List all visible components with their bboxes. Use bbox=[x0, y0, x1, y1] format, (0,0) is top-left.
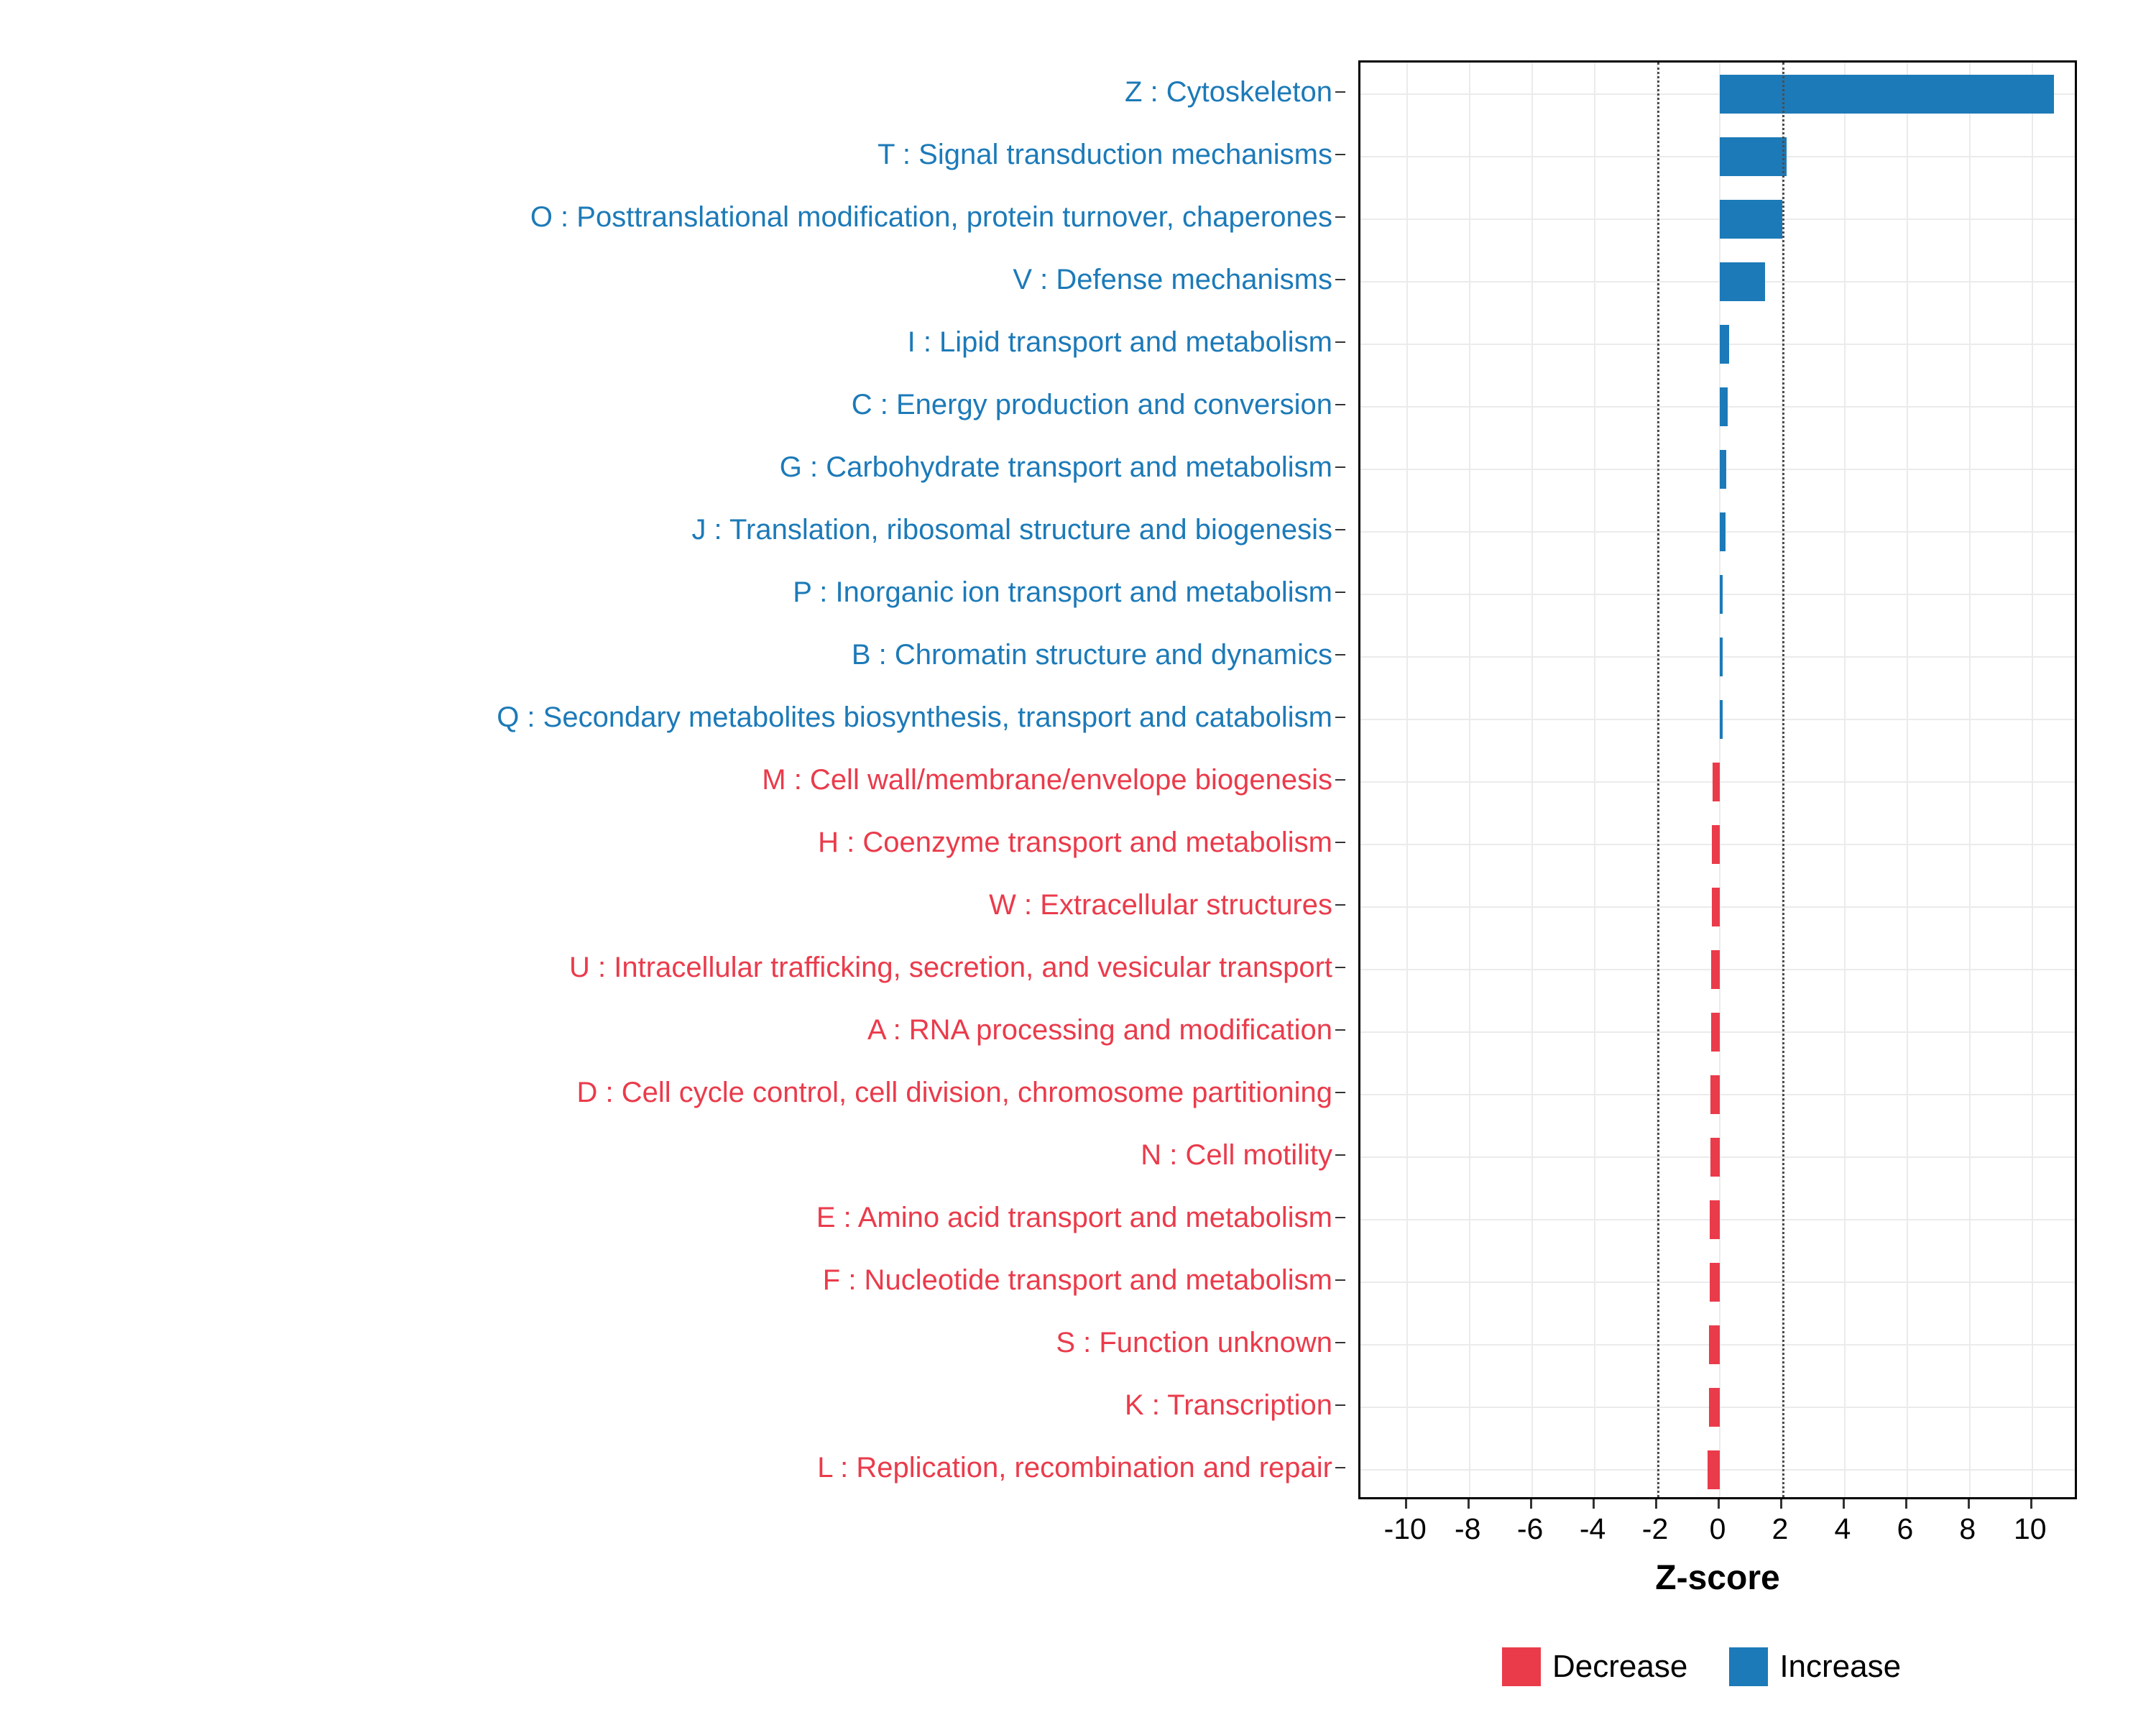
x-axis-tick-label: 6 bbox=[1897, 1512, 1914, 1545]
legend-item bbox=[1729, 1647, 1901, 1686]
x-axis-tick bbox=[1905, 1499, 1907, 1509]
bar bbox=[1720, 575, 1723, 614]
gridline-horizontal bbox=[1360, 594, 2075, 595]
x-axis-tick-label: -4 bbox=[1579, 1512, 1606, 1545]
gridline-horizontal bbox=[1360, 344, 2075, 345]
x-axis-tick bbox=[1468, 1499, 1470, 1509]
legend-item bbox=[1502, 1647, 1687, 1686]
gridline-horizontal bbox=[1360, 406, 2075, 408]
y-axis-tick bbox=[1335, 1217, 1345, 1218]
y-axis-tick bbox=[1335, 279, 1345, 280]
x-axis-tick-label: -10 bbox=[1383, 1512, 1427, 1545]
legend-label: Increase bbox=[1779, 1649, 1902, 1684]
y-axis-label: P : Inorganic ion transport and metabolism bbox=[793, 576, 1332, 608]
bar bbox=[1713, 763, 1720, 801]
x-axis-tick bbox=[1780, 1499, 1782, 1509]
gridline-horizontal bbox=[1360, 281, 2075, 282]
bar bbox=[1711, 1013, 1720, 1052]
y-axis-label: U : Intracellular trafficking, secretion, and vesicular transport bbox=[569, 952, 1332, 984]
bar bbox=[1709, 1388, 1720, 1427]
x-axis-tick-label: 0 bbox=[1709, 1512, 1726, 1545]
bar bbox=[1710, 1075, 1720, 1114]
gridline-horizontal bbox=[1360, 218, 2075, 220]
bar bbox=[1712, 888, 1720, 926]
y-axis-tick bbox=[1335, 967, 1345, 968]
bar bbox=[1720, 200, 1782, 239]
y-axis-label: S : Function unknown bbox=[1056, 1327, 1332, 1359]
y-axis-labels bbox=[0, 60, 1345, 1499]
y-axis-tick bbox=[1335, 1154, 1345, 1156]
y-axis-label: L : Replication, recombination and repair bbox=[817, 1452, 1332, 1484]
y-axis-tick bbox=[1335, 1467, 1345, 1468]
bar bbox=[1708, 1450, 1720, 1489]
bar bbox=[1709, 1325, 1720, 1364]
x-axis-tick-label: 4 bbox=[1834, 1512, 1851, 1545]
y-axis-label: A : RNA processing and modification bbox=[867, 1014, 1332, 1046]
y-axis-tick bbox=[1335, 466, 1345, 468]
bar bbox=[1710, 1200, 1720, 1239]
y-axis-label: E : Amino acid transport and metabolism bbox=[816, 1202, 1332, 1234]
bar bbox=[1712, 825, 1720, 864]
x-axis-tick-label: -8 bbox=[1454, 1512, 1481, 1545]
y-axis-label: B : Chromatin structure and dynamics bbox=[851, 638, 1332, 671]
x-axis-tick-label: 10 bbox=[2013, 1512, 2047, 1545]
threshold-line bbox=[1782, 63, 1784, 1497]
y-axis-label: V : Defense mechanisms bbox=[1013, 263, 1332, 295]
y-axis-label: D : Cell cycle control, cell division, chromosome partitioning bbox=[576, 1077, 1332, 1109]
legend-swatch bbox=[1729, 1647, 1768, 1686]
x-axis-tick bbox=[1405, 1499, 1407, 1509]
y-axis-tick bbox=[1335, 91, 1345, 93]
y-axis-label: K : Transcription bbox=[1124, 1389, 1332, 1422]
x-axis-tick bbox=[1718, 1499, 1720, 1509]
y-axis-tick bbox=[1335, 529, 1345, 530]
y-axis-tick bbox=[1335, 1342, 1345, 1343]
bar bbox=[1710, 1138, 1720, 1177]
y-axis-tick bbox=[1335, 592, 1345, 593]
bar bbox=[1720, 512, 1726, 551]
y-axis-label: N : Cell motility bbox=[1141, 1139, 1332, 1172]
x-axis-tick-label: 8 bbox=[1959, 1512, 1976, 1545]
y-axis-label: O : Posttranslational modification, protein turnover, chaperones bbox=[530, 201, 1332, 233]
x-axis-title: Z-score bbox=[1655, 1559, 1780, 1597]
y-axis-tick bbox=[1335, 904, 1345, 906]
y-axis-label: H : Coenzyme transport and metabolism bbox=[818, 827, 1332, 859]
x-axis-tick bbox=[1655, 1499, 1657, 1509]
y-axis-tick bbox=[1335, 216, 1345, 218]
y-axis-label: I : Lipid transport and metabolism bbox=[907, 326, 1332, 358]
gridline-horizontal bbox=[1360, 656, 2075, 658]
bar bbox=[1720, 262, 1765, 301]
legend-swatch bbox=[1502, 1647, 1541, 1686]
y-axis-tick bbox=[1335, 1404, 1345, 1406]
bar bbox=[1720, 137, 1787, 176]
y-axis-tick bbox=[1335, 779, 1345, 781]
gridline-horizontal bbox=[1360, 469, 2075, 470]
gridline-horizontal bbox=[1360, 719, 2075, 720]
y-axis-tick bbox=[1335, 404, 1345, 405]
bar bbox=[1711, 950, 1720, 989]
y-axis-tick bbox=[1335, 1279, 1345, 1281]
legend bbox=[1502, 1647, 1927, 1686]
bar bbox=[1720, 75, 2054, 114]
bar bbox=[1720, 387, 1728, 426]
y-axis-label: F : Nucleotide transport and metabolism bbox=[822, 1264, 1332, 1297]
x-axis-tick-label: 2 bbox=[1772, 1512, 1789, 1545]
bar bbox=[1720, 638, 1723, 676]
x-axis-tick bbox=[1843, 1499, 1845, 1509]
bar bbox=[1720, 450, 1726, 489]
legend-label: Decrease bbox=[1552, 1649, 1688, 1684]
y-axis-tick bbox=[1335, 154, 1345, 155]
x-axis-tick bbox=[1968, 1499, 1970, 1509]
y-axis-label: T : Signal transduction mechanisms bbox=[877, 138, 1332, 170]
y-axis-label: J : Translation, ribosomal structure and biogenesis bbox=[691, 513, 1332, 546]
x-axis-tick bbox=[2030, 1499, 2032, 1509]
y-axis-label: C : Energy production and conversion bbox=[851, 388, 1332, 420]
y-axis-label: W : Extracellular structures bbox=[989, 889, 1332, 921]
y-axis-label: M : Cell wall/membrane/envelope biogenesis bbox=[762, 764, 1332, 796]
x-axis-tick-label: -2 bbox=[1641, 1512, 1669, 1545]
bar bbox=[1720, 325, 1729, 364]
y-axis-tick bbox=[1335, 842, 1345, 843]
y-axis-tick bbox=[1335, 654, 1345, 656]
y-axis-tick bbox=[1335, 717, 1345, 718]
x-axis-tick bbox=[1593, 1499, 1595, 1509]
gridline-horizontal bbox=[1360, 531, 2075, 533]
y-axis-label: Q : Secondary metabolites biosynthesis, transport and catabolism bbox=[497, 701, 1332, 733]
plot-area bbox=[1358, 60, 2077, 1499]
bar bbox=[1720, 700, 1723, 739]
y-axis-label: Z : Cytoskeleton bbox=[1124, 75, 1332, 108]
y-axis-label: G : Carbohydrate transport and metabolism bbox=[779, 451, 1332, 483]
x-axis-tick-label: -6 bbox=[1516, 1512, 1544, 1545]
gridline-horizontal bbox=[1360, 156, 2075, 157]
y-axis-tick bbox=[1335, 1029, 1345, 1031]
y-axis-tick bbox=[1335, 1092, 1345, 1093]
x-axis-tick bbox=[1530, 1499, 1532, 1509]
bar bbox=[1710, 1263, 1720, 1302]
threshold-line bbox=[1657, 63, 1659, 1497]
y-axis-tick bbox=[1335, 341, 1345, 343]
